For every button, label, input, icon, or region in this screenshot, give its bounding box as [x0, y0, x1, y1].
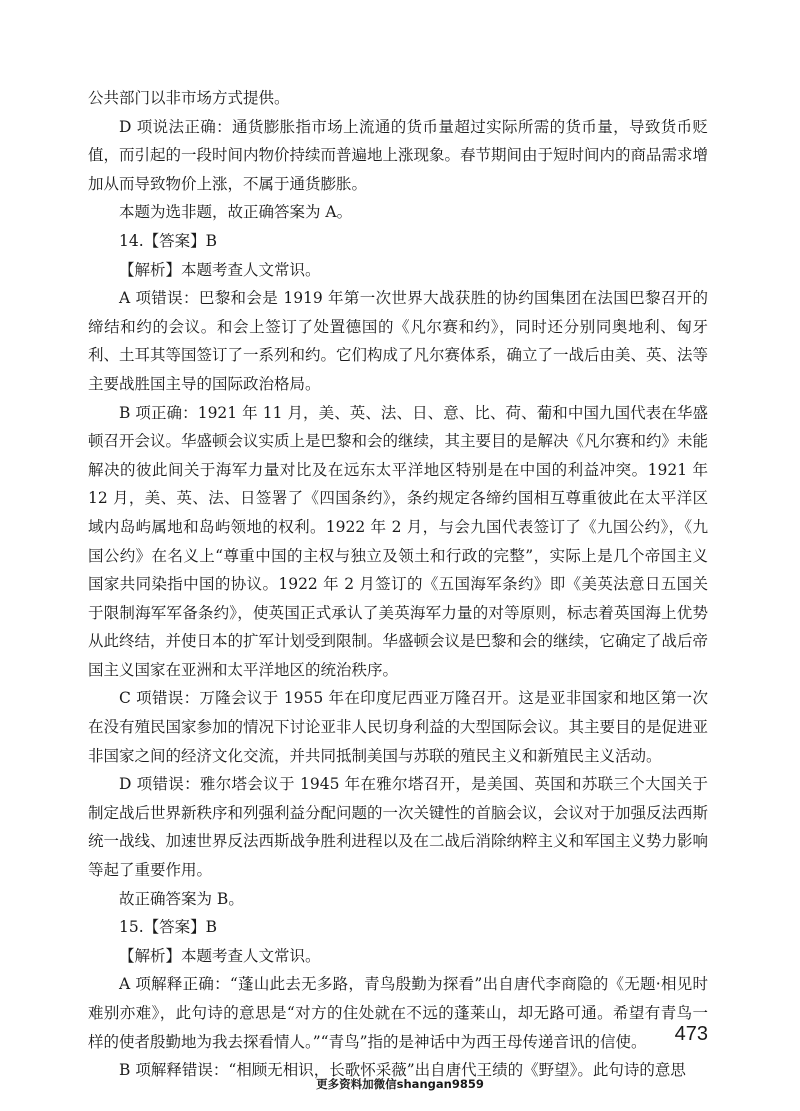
analysis-heading-14: 【解析】本题考查人文常识。 [119, 260, 321, 279]
paragraph-option-a: A 项解释正确：“蓬山此去无多路，青鸟殷勤为探看”出自唐代李商隐的《无题·相见时难别亦难》，此句诗的意思是“对方的住处就在不远的蓬莱山，却无路可通。希望有青鸟一样的使者殷勤地为我去探看情人。”“青鸟”指的是神话中为西王母传递音讯的信使。 [88, 975, 708, 1051]
paragraph-option-d: D 项说法正确：通货膨胀指市场上流通的货币量超过实际所需的货币量，导致货币贬值，而引起的一段时间内物价持续而普遍地上涨现象。春节期间由于短时间内的商品需求增加从而导致物价上涨，不属于通货膨胀。 [88, 117, 709, 193]
page-number: 473 [674, 1023, 708, 1045]
analysis-heading-15: 【解析】本题考查人文常识。 [119, 946, 321, 965]
paragraph-option-b: B 项正确：1921 年 11 月，美、英、法、日、意、比、荷、葡和中国九国代表在华盛顿召开会议。华盛顿会议实质上是巴黎和会的继续，其主要目的是解决《凡尔赛和约》未能解决的彼此间关于海军力量对比及在远东太平洋地区特别是在中国的利益冲突。1921 年 12 月，美、英、法、日签署了《四国条约》，条约规定各缔约国相互尊重彼此在太平洋区域内岛屿属地和岛屿领地的权利。1922 年 2 月，与会九国代表签订了《九国公约》，《九国公约》在名义上“尊重中国的主权与独立及领土和行政的完整”，实际上是几个帝国主义国家共同染指中国的协议。1922 年 2 月签订的《五国海军条约》即《美英法意日五国关于限制海军军备条约》，使英国正式承认了美英海军力量的对等原则，标志着英国海上优势从此终结，并使日本的扩军计划受到限制。华盛顿会议是巴黎和会的继续，它确定了战后帝国主义国家在亚洲和太平洋地区的统治秩序。 [88, 403, 709, 679]
paragraph-continuation: 公共部门以非市场方式提供。 [88, 89, 290, 107]
paragraph-option-c: C 项错误：万隆会议于 1955 年在印度尼西亚万隆召开。这是亚非国家和地区第一次在没有殖民国家参加的情况下讨论亚非人民切身利益的大型国际会议。其主要目的是促进亚非国家之间的经济文化交流，并共同抵制美国与苏联的殖民主义和新殖民主义活动。 [88, 689, 709, 765]
body-text [88, 84, 708, 1085]
paragraph-option-d: D 项错误：雅尔塔会议于 1945 年在雅尔塔召开，是美国、英国和苏联三个大国关于制定战后世界新秩序和列强利益分配问题的一次关键性的首脑会议，会议对于加强反法西斯统一战线、加速世界反法西斯战争胜利进程以及在二战后消除纳粹主义和军国主义势力影响等起了重要作用。 [88, 775, 709, 880]
paragraph-option-a: A 项错误：巴黎和会是 1919 年第一次世界大战获胜的协约国集团在法国巴黎召开的缔结和约的会议。和会上签订了处置德国的《凡尔赛和约》，同时还分别同奥地利、匈牙利、土耳其等国签订了一系列和约。它们构成了凡尔赛体系，确立了一战后由美、英、法等主要战胜国主导的国际政治格局。 [88, 289, 709, 393]
answer-heading-14: 14.【答案】B [119, 231, 218, 250]
footer-note: 更多资料加微信shangan9859 [316, 1077, 484, 1091]
paragraph-conclusion: 故正确答案为 B。 [119, 889, 244, 908]
paragraph-conclusion: 本题为选非题，故正确答案为 A。 [119, 203, 353, 222]
answer-heading-15: 15.【答案】B [119, 918, 218, 937]
paragraph-option-b: B 项解释错误：“相顾无相识，长歌怀采薇”出自唐代王绩的《野望》。此句诗的意思 [119, 1061, 686, 1080]
